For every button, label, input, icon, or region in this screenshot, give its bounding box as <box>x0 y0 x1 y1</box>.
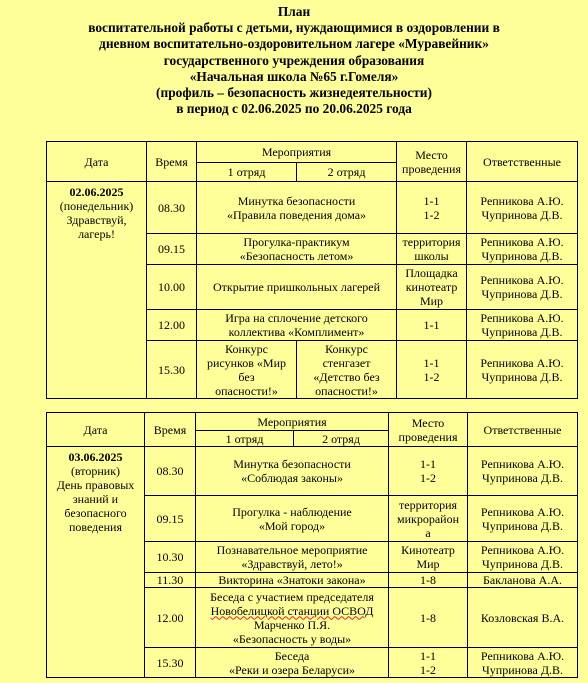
document-title <box>0 4 588 117</box>
title-line: воспитательной работы с детьми, нуждающимися в оздоровлении в <box>88 20 500 36</box>
row-place: Кинотеатр Мир <box>389 542 468 573</box>
day-theme-line: День правовых <box>56 478 135 492</box>
row-place: территория школы <box>397 234 467 265</box>
header-responsible: Ответственные <box>467 142 578 182</box>
header-place: Место проведения <box>397 142 467 182</box>
row-place: 1-8 <box>389 573 468 588</box>
row-responsible: Репникова А.Ю. Чупринова Д.В. <box>468 447 578 496</box>
row-responsible: Репникова А.Ю. Чупринова Д.В. <box>468 648 578 678</box>
title-line: «Начальная школа №65 г.Гомеля» <box>189 68 399 84</box>
row-event: Открытие пришкольных лагерей <box>197 265 397 310</box>
header-date: Дата <box>47 413 145 447</box>
row-event: Игра на сплочение детского коллектива «Комплимент» <box>197 310 397 341</box>
row-responsible: Бакланова А.А. <box>468 573 578 588</box>
row-event-squad-1: Конкурс рисунков «Мир без опасности!» <box>197 341 297 399</box>
row-place: 1-1 <box>397 310 467 341</box>
day-weekday: (понедельник) <box>59 199 134 213</box>
row-event: Беседа с участием председателя Новобелицкой станции ОСВОД Марченко П.Я. «Безопасность у воды» <box>196 588 389 648</box>
row-event-squad-2: Конкурс стенгазет «Детство без опасности!» <box>297 341 397 399</box>
day-theme-line: поведения <box>69 520 122 534</box>
row-time: 12.00 <box>147 310 197 341</box>
row-place: 1-1 1-2 <box>397 182 467 234</box>
header-date: Дата <box>47 142 147 182</box>
row-time: 15.30 <box>147 341 197 399</box>
row-event: Прогулка-практикум «Безопасность летом» <box>197 234 397 265</box>
row-time: 09.15 <box>147 234 197 265</box>
row-time: 11.30 <box>145 573 196 588</box>
schedule-table-day-1 <box>46 141 578 399</box>
row-responsible: Репникова А.Ю. Чупринова Д.В. <box>467 341 578 399</box>
row-event: Викторина «Знатоки закона» <box>196 573 389 588</box>
row-responsible: Репникова А.Ю. Чупринова Д.В. <box>467 265 578 310</box>
day-theme-line: Здравствуй, <box>66 213 127 227</box>
header-squad-1: 1 отряд <box>196 431 294 447</box>
day-theme-line: безопасного <box>64 506 127 520</box>
row-place: 1-8 <box>389 588 468 648</box>
day-theme-line: знаний и <box>72 492 119 506</box>
day-cell <box>47 182 147 399</box>
row-responsible: Репникова А.Ю. Чупринова Д.В. <box>467 182 578 234</box>
row-event: Беседа «Реки и озера Беларуси» <box>196 648 389 678</box>
day-weekday: (вторник) <box>70 464 121 478</box>
row-time: 10.30 <box>145 542 196 573</box>
day-theme-line: лагерь! <box>78 227 115 241</box>
row-time: 15.30 <box>145 648 196 678</box>
title-line: План <box>277 4 311 19</box>
row-event: Познавательное мероприятие «Здравствуй, лето!» <box>196 542 389 573</box>
row-time: 10.00 <box>147 265 197 310</box>
title-line: в период с 02.06.2025 по 20.06.2025 года <box>176 101 412 117</box>
row-place: Площадка кинотеатр Мир <box>397 265 467 310</box>
header-place: Место проведения <box>389 413 468 447</box>
row-place: 1-1 1-2 <box>397 341 467 399</box>
row-time: 09.15 <box>145 496 196 542</box>
title-line: дневном воспитательно-оздоровительном лагере «Муравейник» <box>99 36 489 52</box>
title-line: государственного учреждения образования <box>163 52 425 68</box>
header-time: Время <box>145 413 196 447</box>
table-row <box>47 182 578 234</box>
row-place: 1-1 1-2 <box>389 447 468 496</box>
row-event: Минутка безопасности «Правила поведения дома» <box>197 182 397 234</box>
schedule-table-day-2 <box>46 412 578 678</box>
row-place: территория микрорайон а <box>389 496 468 542</box>
row-responsible: Репникова А.Ю. Чупринова Д.В. <box>468 496 578 542</box>
title-line: (профиль – безопасность жизнедеятельности) <box>156 85 432 101</box>
table-row <box>47 447 578 496</box>
header-time: Время <box>147 142 197 182</box>
row-time: 08.30 <box>147 182 197 234</box>
header-squad-1: 1 отряд <box>197 163 297 182</box>
header-responsible: Ответственные <box>468 413 578 447</box>
row-time: 12.00 <box>145 588 196 648</box>
header-events: Мероприятия <box>197 142 397 163</box>
row-place: 1-1 1-2 <box>389 648 468 678</box>
header-events: Мероприятия <box>196 413 389 431</box>
row-event: Минутка безопасности «Соблюдая законы» <box>196 447 389 496</box>
day-date: 03.06.2025 <box>68 450 123 464</box>
row-event: Прогулка - наблюдение «Мой город» <box>196 496 389 542</box>
row-responsible: Репникова А.Ю. Чупринова Д.В. <box>468 542 578 573</box>
header-squad-2: 2 отряд <box>294 431 389 447</box>
row-time: 08.30 <box>145 447 196 496</box>
row-responsible: Репникова А.Ю. Чупринова Д.В. <box>467 310 578 341</box>
row-responsible: Козловская В.А. <box>468 588 578 648</box>
day-cell <box>47 447 145 678</box>
header-squad-2: 2 отряд <box>297 163 397 182</box>
row-responsible: Репникова А.Ю. Чупринова Д.В. <box>467 234 578 265</box>
day-date: 02.06.2025 <box>69 185 124 199</box>
